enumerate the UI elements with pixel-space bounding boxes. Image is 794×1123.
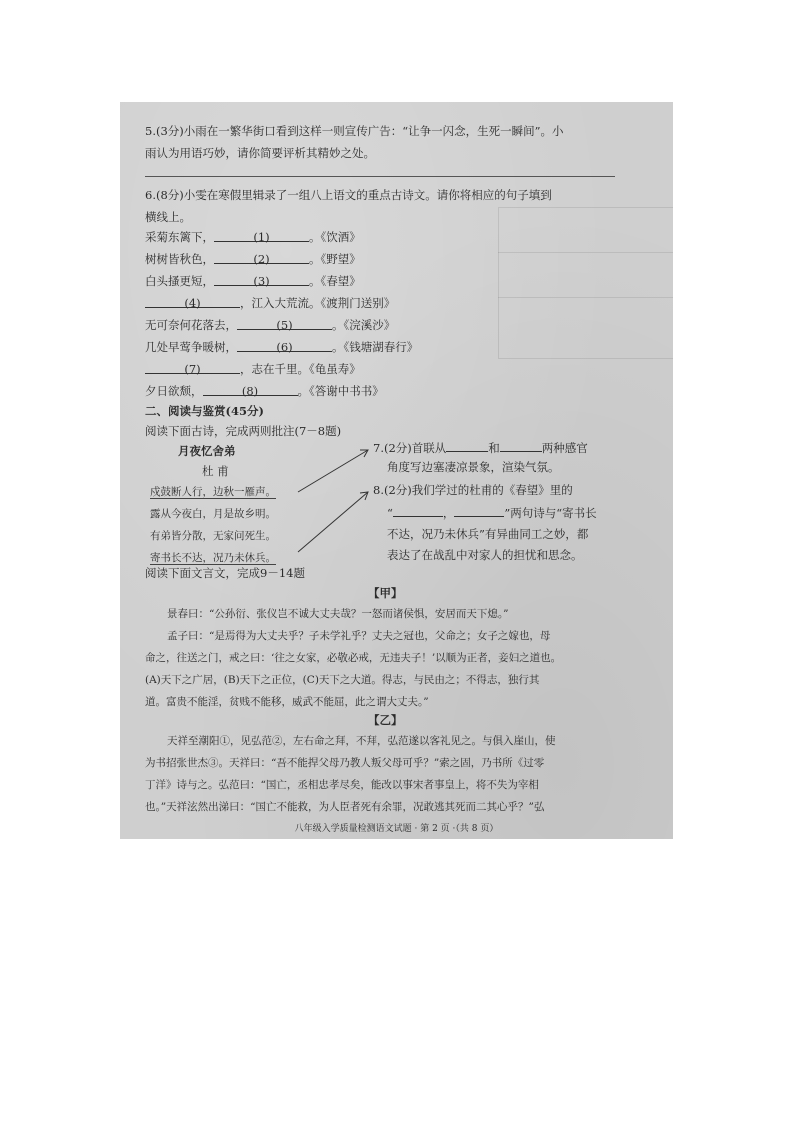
q6-item-post: ，江入大荒流。《渡荆门送别》: [240, 296, 396, 310]
q6-item-pre: 白头搔更短，: [145, 274, 214, 288]
q5-answer-line: [145, 176, 615, 177]
q6-item-post: 。《春望》: [309, 274, 361, 288]
poem-line-2: 露从今夜白，月是故乡明。: [150, 508, 276, 520]
poem-line-3: 有弟皆分散，无家问死生。: [150, 530, 276, 542]
q6-item-7: [145, 362, 361, 376]
q6-item-pre: 无可奈何花落去，: [145, 318, 237, 332]
poem-title: 月夜忆舍弟: [178, 444, 236, 458]
photographed-exam-page: [120, 102, 673, 839]
q6-blank[interactable]: (6): [237, 340, 332, 352]
jia-line-3: 命之，往送之门，戒之曰：‘往之女家，必敬必戒，无违夫子！’以顺为正者，妾妇之道也。: [145, 652, 562, 664]
q6-item-4: [145, 296, 395, 310]
q7-blank-2[interactable]: [500, 440, 542, 452]
q6-item-post: ，志在千里。《龟虽寿》: [240, 362, 361, 376]
q6-blank[interactable]: (4): [145, 296, 240, 308]
jia-title: 【甲】: [368, 586, 403, 600]
q6-blank[interactable]: (1): [214, 230, 309, 242]
q6-item-post: 。《钱塘湖春行》: [332, 340, 419, 354]
q5-line1: 5.(3分)小雨在一繁华街口看到这样一则宣传广告：“让争一闪念，生死一瞬间”。小: [145, 124, 564, 138]
q6-blank[interactable]: (8): [203, 384, 298, 396]
q6-item-pre: 几处早莺争暖树，: [145, 340, 237, 354]
poem-line-4: [150, 551, 276, 565]
q8-comma: ，: [442, 506, 455, 520]
q8-blank-1[interactable]: [393, 505, 443, 517]
yi-line-2: 为书招张世杰③。天祥曰：“吾不能捍父母乃教人叛父母可乎？”索之固，乃书所《过零: [145, 757, 545, 769]
q7-part1: 7.(2分)首联从: [373, 441, 447, 455]
page-footer: 八年级入学质量检测语文试题 · 第 2 页 ·（共 8 页）: [294, 824, 499, 834]
q6-item-pre: 树树皆秋色，: [145, 252, 214, 266]
q6-item-post: 。《浣溪沙》: [332, 318, 396, 332]
q8-line4: 表达了在战乱中对家人的担忧和思念。: [387, 548, 583, 562]
q8-open-quote: “: [387, 506, 393, 520]
q7-part2: 和: [488, 441, 500, 455]
q8-line1: 8.(2分)我们学过的杜甫的《春望》里的: [373, 483, 573, 497]
q6-item-6: [145, 340, 418, 354]
q8-line2-end: ”两句诗与“寄书长: [504, 506, 597, 520]
yi-title: 【乙】: [368, 713, 403, 727]
poem-author: 杜 甫: [202, 464, 229, 478]
q6-item-1: [145, 230, 361, 244]
yi-line-3: 丁洋》诗与之。弘范曰：“国亡，丞相忠孝尽矣，能改以事宋者事皇上，将不失为宰相: [145, 779, 539, 791]
jia-line-1: 景春曰：“公孙衍、张仪岂不诚大丈夫哉？一怒而诸侯惧，安居而天下熄。”: [167, 608, 509, 620]
q6-item-5: [145, 318, 395, 332]
q8-line2: [387, 505, 597, 520]
q7-part3: 两种感官: [541, 441, 588, 455]
section2-instruction: 阅读下面古诗，完成两则批注(7－8题): [145, 424, 342, 438]
q6-item-8: [145, 384, 384, 398]
q7-line1: [373, 440, 588, 455]
q6-blank[interactable]: (2): [214, 252, 309, 264]
jia-line-4: (A)天下之广居，(B)天下之正位，(C)天下之大道。得志，与民由之；不得志，独行其: [145, 674, 540, 686]
q6-item-post: 。《饮酒》: [309, 230, 361, 244]
q6-item-3: [145, 274, 361, 288]
q6-item-post: 。《答谢中书书》: [297, 384, 384, 398]
ghost-table-rule: [498, 297, 673, 298]
q6-line1: 6.(8分)小雯在寒假里辑录了一组八上语文的重点古诗文。请你将相应的句子填到: [145, 188, 552, 202]
q6-item-pre: 夕日欲颓，: [145, 384, 203, 398]
ghost-table: [498, 207, 673, 359]
q6-blank[interactable]: (3): [214, 274, 309, 286]
q6-blank[interactable]: (7): [145, 362, 240, 374]
q7-line2: 角度写边塞凄凉景象，渲染气氛。: [387, 460, 560, 474]
yi-line-4: 也。”天祥泫然出涕曰：“国亡不能救，为人臣者死有余罪，况敢逃其死而二其心乎？”弘: [145, 801, 545, 813]
poem-line-1: [150, 485, 276, 499]
jia-line-2: 孟子曰：“是焉得为大丈夫乎？子未学礼乎？丈夫之冠也，父命之；女子之嫁也，母: [167, 630, 551, 642]
q8-blank-2[interactable]: [454, 505, 504, 517]
section2-title: 二、阅读与鉴赏(45分): [145, 404, 264, 418]
q7-blank-1[interactable]: [446, 440, 488, 452]
q6-line2: 横线上。: [145, 210, 191, 224]
q5-line2: 雨认为用语巧妙，请你简要评析其精妙之处。: [145, 146, 375, 160]
annotation-arrows: [290, 442, 380, 562]
q8-line3: 不达，况乃未休兵”有异曲同工之妙，都: [387, 527, 589, 541]
q6-item-post: 。《野望》: [309, 252, 361, 266]
classical-instruction: 阅读下面文言文，完成9－14题: [145, 566, 305, 580]
poem-line-text: 戍鼓断人行，边秋一雁声。: [150, 486, 276, 498]
q6-blank[interactable]: (5): [237, 318, 332, 330]
poem-line-text: 寄书长不达，况乃未休兵。: [150, 552, 276, 564]
yi-line-1: 天祥至潮阳①，见弘范②，左右命之拜，不拜，弘范遂以客礼见之。与俱入崖山，使: [167, 735, 556, 747]
jia-line-5: 道。富贵不能淫，贫贱不能移，威武不能屈，此之谓大丈夫。”: [145, 696, 429, 708]
q6-item-2: [145, 252, 361, 266]
ghost-table-rule: [498, 252, 673, 253]
q6-item-pre: 采菊东篱下，: [145, 230, 214, 244]
